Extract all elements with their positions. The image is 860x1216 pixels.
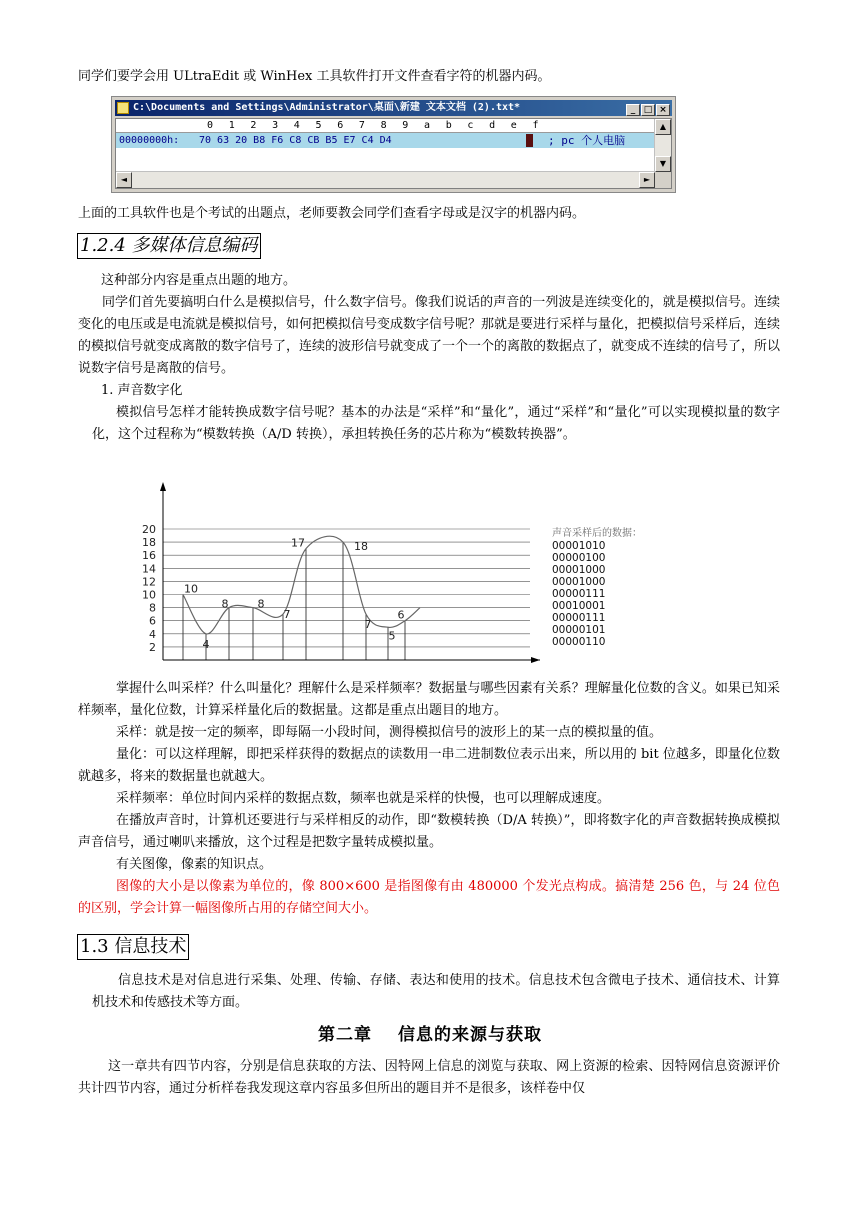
paragraph-questions: 掌握什么叫采样？什么叫量化？理解什么是采样频率？数据量与哪些因素有关系？理解量化位数的含义。如果已知采样频率，量化位数，计算采样量化后的数据量。这都是重点出题目的地方。 [78,681,780,718]
y-tick-label: 2 [149,640,156,654]
vertical-scrollbar[interactable] [654,119,671,172]
scroll-down-icon[interactable]: ▼ [655,156,671,172]
scroll-left-icon[interactable]: ◄ [116,172,132,188]
hex-column-label: 7 [358,120,365,131]
scrollbar-corner [655,172,671,188]
hex-column-header [116,119,655,133]
section-heading-1-3: 1.3 信息技术 [77,934,189,960]
close-button[interactable]: × [656,104,670,116]
point-label: 8 [257,597,265,611]
y-tick-label: 20 [142,523,156,536]
y-tick-label: 18 [142,536,156,550]
hex-column-label: 9 [402,120,409,131]
horizontal-scrollbar[interactable] [116,171,655,188]
hex-column-label: a [424,120,431,131]
paragraph-image-size-highlight: 图像的大小是以像素为单位的，像 800×600 是指图像有由 480000 个发光点构成。搞清楚 256 色，与 24 位色的区别，学会计算一幅图像所占用的存储空间大小。 [78,879,780,916]
x-axis-arrow-icon [531,657,540,663]
intro-line: 同学们要学会用 ULtraEdit 或 WinHex 工具软件打开文件查看字符的机器内码。 [78,69,551,84]
scroll-right-icon[interactable]: ► [639,172,655,188]
hex-address: 00000000h: [119,135,180,146]
hex-column-label: 0 [207,120,214,131]
hex-column-label: 1 [228,120,235,131]
point-label: 10 [184,582,198,596]
paragraph-analog-signal: 同学们首先要搞明白什么是模拟信号，什么数字信号。像我们说话的声音的一列波是连续变化的，就是模拟信号。连续变化的电压或是电流就是模拟信号，如何把模拟信号变成数字信号呢？那就是要进行采样与量化，把模拟信号采样后，连续的模拟信号就变成离散的数字信号了，连续的波形信号就变成了一个一个的离散的数据点了，就变成不连续的信号了，所以说数字信号是离散的信号。 [78,295,781,376]
paragraph-chapter-two-intro: 这一章共有四节内容，分别是信息获取的方法、因特网上信息的浏览与获取、网上资源的检索、因特网信息资源评价共计四节内容，通过分析样卷我发现这章内容虽多但所出的题目并不是很多，该样卷中仅 [78,1059,780,1096]
point-label: 18 [354,540,368,554]
binary-value: 00001000 [552,576,606,588]
hex-column-label: 2 [250,120,257,131]
hex-column-label: b [445,120,452,131]
list-item-sound-digitization: 1. 声音数字化 [101,383,183,398]
sample-binary-list [552,528,642,648]
hex-column-label: 6 [337,120,344,131]
chart-axes [160,482,540,663]
hex-column-label: 3 [272,120,279,131]
binary-value: 00000100 [552,552,606,564]
y-tick-label: 10 [142,588,156,602]
analog-waveform [183,536,420,634]
hex-column-label: 5 [315,120,322,131]
scroll-up-icon[interactable]: ▲ [655,119,671,135]
chapter-title: 信息的来源与获取 [398,1025,542,1045]
y-tick-label: 8 [149,601,156,615]
point-label: 6 [397,608,405,622]
file-icon [117,102,129,114]
chart-sample-lines [183,542,405,660]
hex-column-label: 4 [293,120,300,131]
y-axis-arrow-icon [160,482,166,491]
y-tick-label: 6 [149,614,156,628]
binary-value: 00000111 [552,588,606,600]
hex-editor-window [111,96,676,193]
point-label: 8 [221,597,229,611]
binary-value: 00001000 [552,564,606,576]
binary-value: 00010001 [552,600,606,612]
note-line: 上面的工具软件也是个考试的出题点，老师要教会同学们查看字母或是汉字的机器内码。 [78,206,586,221]
paragraph-sampling: 采样：就是按一定的频率，即每隔一小段时间，测得模拟信号的波形上的某一点的模拟量的值。 [116,725,663,740]
chapter-heading [0,1022,860,1048]
section-heading-1-2-4: 1.2.4 多媒体信息编码 [77,233,261,259]
hex-editor-content [115,118,672,189]
sampling-chart [130,478,550,670]
binary-value: 00000101 [552,624,606,636]
window-controls [625,102,670,116]
y-tick-label: 4 [149,627,156,641]
chapter-number: 第二章 [318,1025,372,1045]
hex-column-label: d [489,120,496,131]
hex-editor-titlebar [115,100,672,116]
point-label: 7 [283,608,291,622]
y-tick-label: 14 [142,562,156,576]
binary-list-caption: 声音采样后的数据： [552,528,642,539]
hex-editor-title: C:\Documents and Settings\Administrator\桌面\新建 文本文档 (2).txt* [133,102,521,113]
paragraph-quantization: 量化：可以这样理解，即把采样获得的数据点的读数用一串二进制数位表示出来，所以用的 bit 位越多，即量化位数就越多，将来的数据量也就越大。 [78,747,780,784]
paragraph-ad-conversion: 模拟信号怎样才能转换成数字信号呢？基本的办法是“采样”和“量化”，通过“采样”和“量化”可以实现模拟量的数字化，这个过程称为“模数转换（A/D 转换），承担转换任务的芯片称为“模数转换器”。 [92,405,780,442]
hex-bytes: 70 63 20 B8 F6 C8 CB B5 E7 C4 D4 [199,135,392,146]
y-tick-label: 16 [142,549,156,563]
hex-data-row[interactable] [116,133,655,148]
paragraph-key-point: 这种部分内容是重点出题的地方。 [101,273,297,288]
y-tick-label: 12 [142,575,156,589]
paragraph-da-conversion: 在播放声音时，计算机还要进行与采样相反的动作，即“数模转换（D/A 转换）”，即将数字化的声音数据转换成模拟声音信号，通过喇叭来播放，这个过程是把数字量转成模拟量。 [78,813,780,850]
chart-y-tick-labels [142,523,156,654]
binary-value: 00001010 [552,540,606,552]
hex-column-label: c [467,120,474,131]
hex-column-label: e [510,120,517,131]
hex-char-view: ; pc 个人电脑 [548,134,626,147]
paragraph-image-pixels: 有关图像，像素的知识点。 [116,857,273,872]
paragraph-information-technology: 信息技术是对信息进行采集、处理、传输、存储、表达和使用的技术。信息技术包含微电子技术、通信技术、计算机技术和传感技术等方面。 [92,973,780,1010]
binary-value: 00000110 [552,636,606,648]
point-label: 7 [364,618,372,632]
maximize-button[interactable]: □ [641,104,655,116]
hex-column-label: f [532,120,539,131]
point-label: 5 [388,629,396,643]
point-label: 4 [202,637,210,651]
binary-value: 00000111 [552,612,606,624]
point-label: 17 [291,536,305,550]
text-cursor [526,134,533,147]
hex-column-label: 8 [380,120,387,131]
minimize-button[interactable]: _ [626,104,640,116]
paragraph-sampling-frequency: 采样频率：单位时间内采样的数据点数，频率也就是采样的快慢，也可以理解成速度。 [116,791,611,806]
